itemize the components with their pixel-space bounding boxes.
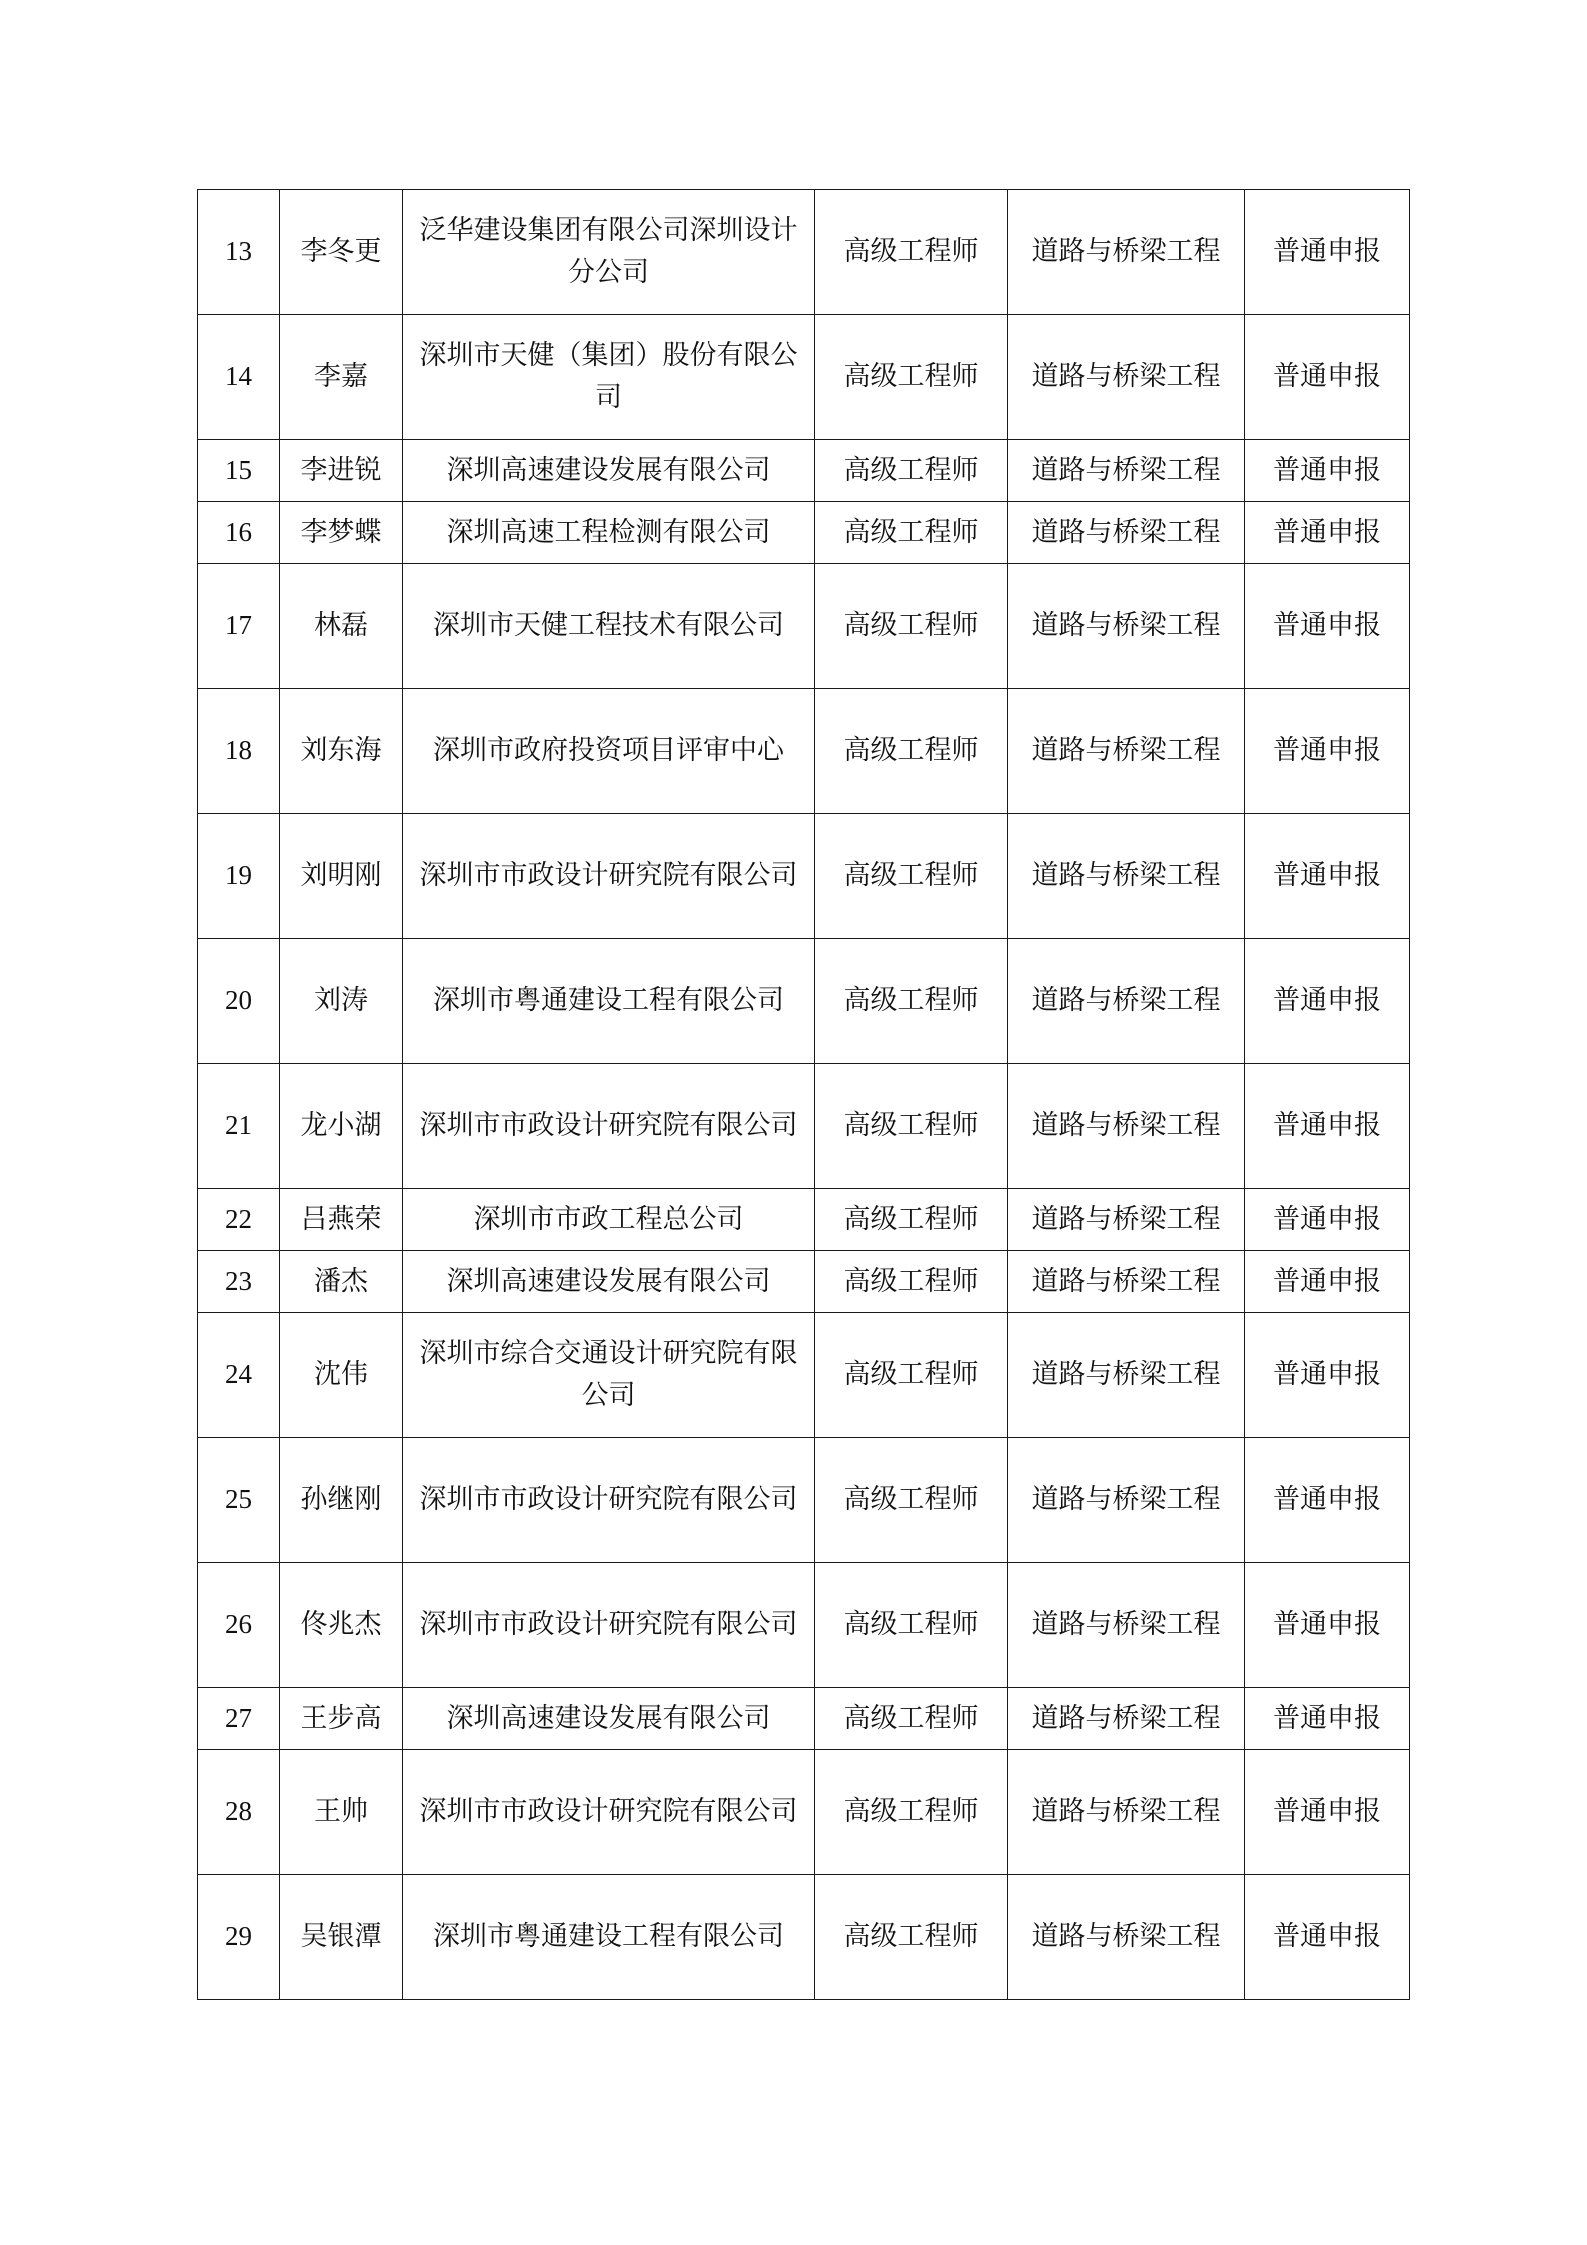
applicant-table bbox=[197, 189, 1410, 2000]
application-type: 普通申报 bbox=[1245, 564, 1410, 689]
professional-title: 高级工程师 bbox=[815, 564, 1008, 689]
row-number: 14 bbox=[198, 315, 280, 440]
applicant-name: 李梦蝶 bbox=[280, 502, 403, 564]
row-number: 25 bbox=[198, 1438, 280, 1563]
application-type: 普通申报 bbox=[1245, 1875, 1410, 2000]
organization: 深圳市天健（集团）股份有限公司 bbox=[403, 315, 815, 440]
specialty: 道路与桥梁工程 bbox=[1008, 1875, 1245, 2000]
table-row bbox=[198, 1313, 1410, 1438]
organization: 深圳市天健工程技术有限公司 bbox=[403, 564, 815, 689]
professional-title: 高级工程师 bbox=[815, 1438, 1008, 1563]
specialty: 道路与桥梁工程 bbox=[1008, 1251, 1245, 1313]
specialty: 道路与桥梁工程 bbox=[1008, 1313, 1245, 1438]
application-type: 普通申报 bbox=[1245, 814, 1410, 939]
table-row bbox=[198, 315, 1410, 440]
table-row bbox=[198, 564, 1410, 689]
professional-title: 高级工程师 bbox=[815, 1189, 1008, 1251]
applicant-name: 刘东海 bbox=[280, 689, 403, 814]
professional-title: 高级工程师 bbox=[815, 1875, 1008, 2000]
organization: 深圳市综合交通设计研究院有限公司 bbox=[403, 1313, 815, 1438]
specialty: 道路与桥梁工程 bbox=[1008, 689, 1245, 814]
specialty: 道路与桥梁工程 bbox=[1008, 1750, 1245, 1875]
organization: 深圳高速建设发展有限公司 bbox=[403, 440, 815, 502]
application-type: 普通申报 bbox=[1245, 190, 1410, 315]
table-row bbox=[198, 1563, 1410, 1688]
professional-title: 高级工程师 bbox=[815, 1064, 1008, 1189]
applicant-name: 李进锐 bbox=[280, 440, 403, 502]
professional-title: 高级工程师 bbox=[815, 190, 1008, 315]
organization: 深圳高速工程检测有限公司 bbox=[403, 502, 815, 564]
application-type: 普通申报 bbox=[1245, 440, 1410, 502]
professional-title: 高级工程师 bbox=[815, 502, 1008, 564]
row-number: 28 bbox=[198, 1750, 280, 1875]
specialty: 道路与桥梁工程 bbox=[1008, 814, 1245, 939]
application-type: 普通申报 bbox=[1245, 1750, 1410, 1875]
table-body bbox=[198, 190, 1410, 2000]
specialty: 道路与桥梁工程 bbox=[1008, 1438, 1245, 1563]
organization: 深圳高速建设发展有限公司 bbox=[403, 1251, 815, 1313]
applicant-name: 李冬更 bbox=[280, 190, 403, 315]
application-type: 普通申报 bbox=[1245, 1688, 1410, 1750]
specialty: 道路与桥梁工程 bbox=[1008, 502, 1245, 564]
application-type: 普通申报 bbox=[1245, 1064, 1410, 1189]
table-row bbox=[198, 1688, 1410, 1750]
applicant-name: 龙小湖 bbox=[280, 1064, 403, 1189]
row-number: 24 bbox=[198, 1313, 280, 1438]
row-number: 19 bbox=[198, 814, 280, 939]
professional-title: 高级工程师 bbox=[815, 1750, 1008, 1875]
organization: 泛华建设集团有限公司深圳设计分公司 bbox=[403, 190, 815, 315]
table-row bbox=[198, 440, 1410, 502]
organization: 深圳市粤通建设工程有限公司 bbox=[403, 939, 815, 1064]
professional-title: 高级工程师 bbox=[815, 1688, 1008, 1750]
specialty: 道路与桥梁工程 bbox=[1008, 315, 1245, 440]
application-type: 普通申报 bbox=[1245, 1189, 1410, 1251]
row-number: 22 bbox=[198, 1189, 280, 1251]
row-number: 13 bbox=[198, 190, 280, 315]
application-type: 普通申报 bbox=[1245, 1313, 1410, 1438]
organization: 深圳市市政设计研究院有限公司 bbox=[403, 1064, 815, 1189]
application-type: 普通申报 bbox=[1245, 1251, 1410, 1313]
professional-title: 高级工程师 bbox=[815, 1251, 1008, 1313]
row-number: 15 bbox=[198, 440, 280, 502]
application-type: 普通申报 bbox=[1245, 939, 1410, 1064]
organization: 深圳高速建设发展有限公司 bbox=[403, 1688, 815, 1750]
professional-title: 高级工程师 bbox=[815, 315, 1008, 440]
professional-title: 高级工程师 bbox=[815, 1563, 1008, 1688]
professional-title: 高级工程师 bbox=[815, 689, 1008, 814]
table-row bbox=[198, 1251, 1410, 1313]
applicant-name: 潘杰 bbox=[280, 1251, 403, 1313]
row-number: 20 bbox=[198, 939, 280, 1064]
row-number: 17 bbox=[198, 564, 280, 689]
specialty: 道路与桥梁工程 bbox=[1008, 1189, 1245, 1251]
row-number: 21 bbox=[198, 1064, 280, 1189]
specialty: 道路与桥梁工程 bbox=[1008, 564, 1245, 689]
table-row bbox=[198, 1064, 1410, 1189]
specialty: 道路与桥梁工程 bbox=[1008, 1688, 1245, 1750]
organization: 深圳市粤通建设工程有限公司 bbox=[403, 1875, 815, 2000]
applicant-name: 吕燕荣 bbox=[280, 1189, 403, 1251]
application-type: 普通申报 bbox=[1245, 315, 1410, 440]
applicant-name: 佟兆杰 bbox=[280, 1563, 403, 1688]
table-row bbox=[198, 1750, 1410, 1875]
row-number: 29 bbox=[198, 1875, 280, 2000]
table-row bbox=[198, 689, 1410, 814]
organization: 深圳市政府投资项目评审中心 bbox=[403, 689, 815, 814]
organization: 深圳市市政设计研究院有限公司 bbox=[403, 1750, 815, 1875]
applicant-name: 王帅 bbox=[280, 1750, 403, 1875]
specialty: 道路与桥梁工程 bbox=[1008, 1064, 1245, 1189]
application-type: 普通申报 bbox=[1245, 689, 1410, 814]
table-row bbox=[198, 502, 1410, 564]
table-row bbox=[198, 1875, 1410, 2000]
professional-title: 高级工程师 bbox=[815, 1313, 1008, 1438]
professional-title: 高级工程师 bbox=[815, 814, 1008, 939]
application-type: 普通申报 bbox=[1245, 1438, 1410, 1563]
applicant-name: 刘明刚 bbox=[280, 814, 403, 939]
specialty: 道路与桥梁工程 bbox=[1008, 1563, 1245, 1688]
organization: 深圳市市政工程总公司 bbox=[403, 1189, 815, 1251]
table-row bbox=[198, 1438, 1410, 1563]
applicant-name: 李嘉 bbox=[280, 315, 403, 440]
table-row bbox=[198, 190, 1410, 315]
application-type: 普通申报 bbox=[1245, 502, 1410, 564]
row-number: 27 bbox=[198, 1688, 280, 1750]
row-number: 23 bbox=[198, 1251, 280, 1313]
applicant-name: 刘涛 bbox=[280, 939, 403, 1064]
professional-title: 高级工程师 bbox=[815, 939, 1008, 1064]
specialty: 道路与桥梁工程 bbox=[1008, 190, 1245, 315]
organization: 深圳市市政设计研究院有限公司 bbox=[403, 1563, 815, 1688]
table-row bbox=[198, 939, 1410, 1064]
organization: 深圳市市政设计研究院有限公司 bbox=[403, 814, 815, 939]
table-row bbox=[198, 1189, 1410, 1251]
applicant-name: 吴银潭 bbox=[280, 1875, 403, 2000]
applicant-name: 孙继刚 bbox=[280, 1438, 403, 1563]
application-type: 普通申报 bbox=[1245, 1563, 1410, 1688]
row-number: 26 bbox=[198, 1563, 280, 1688]
specialty: 道路与桥梁工程 bbox=[1008, 939, 1245, 1064]
applicant-name: 沈伟 bbox=[280, 1313, 403, 1438]
professional-title: 高级工程师 bbox=[815, 440, 1008, 502]
organization: 深圳市市政设计研究院有限公司 bbox=[403, 1438, 815, 1563]
table-row bbox=[198, 814, 1410, 939]
applicant-name: 王步高 bbox=[280, 1688, 403, 1750]
applicant-name: 林磊 bbox=[280, 564, 403, 689]
specialty: 道路与桥梁工程 bbox=[1008, 440, 1245, 502]
row-number: 18 bbox=[198, 689, 280, 814]
row-number: 16 bbox=[198, 502, 280, 564]
